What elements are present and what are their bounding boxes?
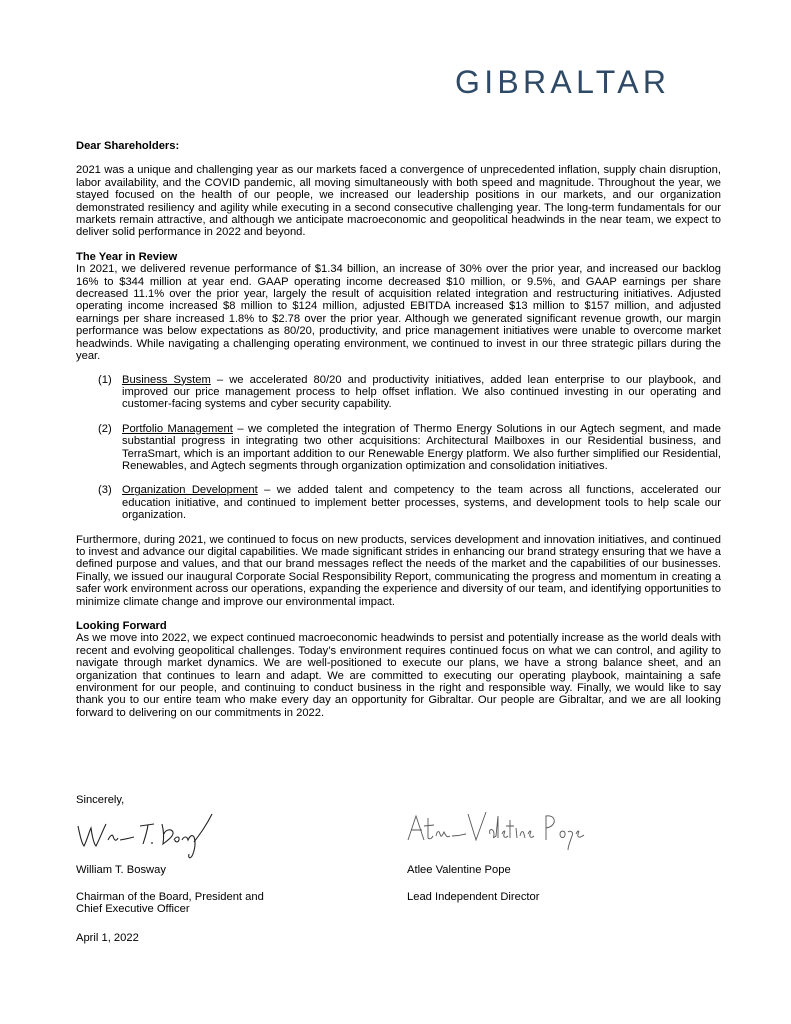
pillar-item [76,374,721,411]
signatory-name-pope: Atlee Valentine Pope [407,864,511,876]
signatory-title-bosway: Chairman of the Board, President and Chief Executive Officer [76,891,264,916]
pillar-title: Organization Development [122,484,258,497]
pillar-text: – we accelerated 80/20 and productivity initiatives, added lean enterprise to our playbook, and improved our price management process to help offset inflation. We also continued investing in our operating and customer-facing systems and cyber security capability. [122,373,721,411]
pillar-title: Portfolio Management [122,422,233,435]
signature-bosway [70,806,220,860]
salutation: Dear Shareholders: [76,140,180,152]
letter-body [76,140,721,719]
pillar-text: – we added talent and competency to the team across all functions, accelerated our education initiative, and continued to implement better processes, systems, and development tools to help scale our organization. [122,484,721,522]
signature-block [76,794,721,954]
signatory-name-bosway: William T. Bosway [76,864,166,876]
pillar-item [76,484,721,521]
year-in-review-heading: The Year in Review [76,250,178,263]
pillar-text: – we completed the integration of Thermo Energy Solutions in our Agtech segment, and made substantial progress in integrating two other acquisitions: Architectural Mailboxes in our Residential business, and TerraSmart, which is an important addition to our Renewable Energy platform. We also further simplified our Residential, Renewables, and Agtech segments through organization optimization and consolidation initiatives. [122,422,722,472]
letter-date: April 1, 2022 [76,932,139,944]
pillar-number: (1) [98,373,112,386]
signature-pope [406,806,616,850]
intro-paragraph: 2021 was a unique and challenging year as our markets faced a convergence of unprecedented inflation, supply chain disruption, labor availability, and the COVID pandemic, all moving simultaneously with both speed and magnitude. Throughout the year, we stayed focused on the health of our people, we increased our leadership positions in our markets, and our organization demonstrated resiliency and agility while executing in a second consecutive challenging year. The long-term fundamentals for our markets remain attractive, and although we anticipate macroeconomic and geopolitical headwinds in the near team, we expect to deliver solid performance in 2022 and beyond. [76,164,721,239]
pillar-item [76,423,721,473]
looking-forward-paragraph: As we move into 2022, we expect continued macroeconomic headwinds to persist and potentially increase as the world deals with recent and evolving geopolitical challenges. Today’s environment requires continued focus on what we can control, and agility to navigate through market dynamics. We are well-positioned to execute our plans, we have a strong balance sheet, and an organization that continues to learn and adapt. We are committed to executing our operating playbook, maintaining a safe environment for our people, and continuing to conduct business in the right and responsible way. Finally, we would like to say thank you to our entire team who make every day an opportunity for Gibraltar. Our people are Gibraltar, and we are all looking forward to delivering on our commitments in 2022. [76,632,721,719]
pillar-title: Business System [122,373,211,386]
strategic-pillars-list [76,374,721,522]
year-in-review-paragraph: In 2021, we delivered revenue performance of $1.34 billion, an increase of 30% over the prior year, and increased our backlog 16% to $344 million at year end. GAAP operating income decreased $10 million, or 9.5%, and GAAP earnings per share decreased 11.1% over the prior year, largely the result of acquisition related integration and restructuring initiatives. Adjusted operating income increased $8 million to $124 million, adjusted EBITDA increased $13 million to $157 million, and adjusted earnings per share increased 1.8% to $2.78 over the prior year. Although we generated significant revenue growth, our margin performance was below expectations as 80/20, productivity, and price management initiatives were unable to overcome market headwinds. While navigating a challenging operating environment, we continued to invest in our three strategic pillars during the year. [76,263,721,363]
furthermore-paragraph: Furthermore, during 2021, we continued to focus on new products, services development and innovation initiatives, and continued to invest and advance our digital capabilities. We made significant strides in enhancing our brand strategy ensuring that we have a defined purpose and values, and that our brand messages reflect the needs of the market and the capabilities of our businesses. Finally, we issued our inaugural Corporate Social Responsibility Report, communicating the progress and momentum in creating a safer work environment across our operations, expanding the experience and diversity of our team, and identifying opportunities to minimize climate change and improve our environmental impact. [76,533,721,608]
pillar-number: (2) [98,422,112,435]
company-logo: GIBRALTAR [455,64,671,100]
pillar-number: (3) [98,484,112,497]
signatory-title-pope: Lead Independent Director [407,891,540,903]
closing: Sincerely, [76,794,125,806]
looking-forward-heading: Looking Forward [76,620,167,632]
